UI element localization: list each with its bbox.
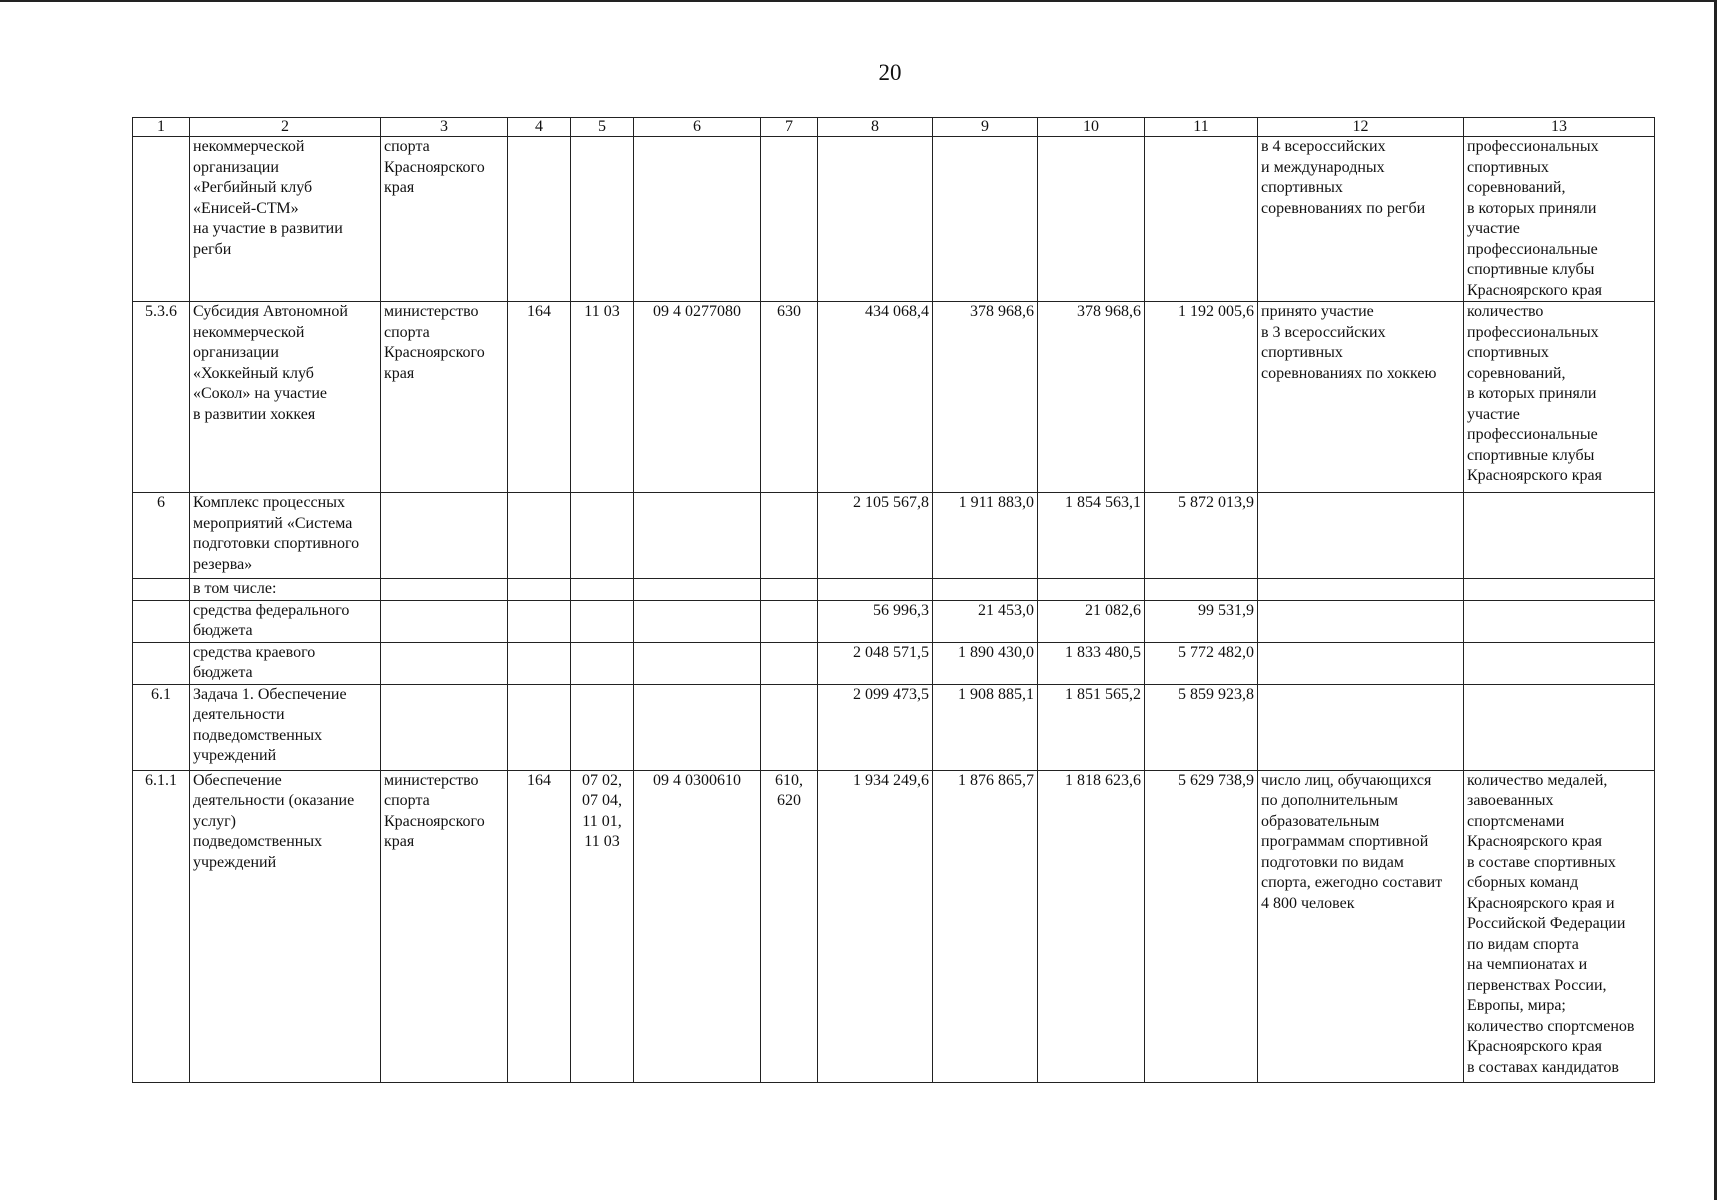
executor-cell [381,684,508,770]
year2-amount-cell [933,579,1038,601]
table-row [133,579,1655,601]
year3-amount-cell: 378 968,6 [1038,302,1145,493]
year1-amount-cell: 2 048 571,5 [818,642,933,684]
section-cell: 07 02, 07 04, 11 01, 11 03 [571,770,634,1082]
row-number-cell: 6.1.1 [133,770,190,1082]
year2-amount-cell: 1 911 883,0 [933,493,1038,579]
table-row [133,493,1655,579]
activity-name-cell: Комплекс процессных мероприятий «Система подготовки спортивного резерва» [190,493,381,579]
column-header: 10 [1038,118,1145,137]
target-article-cell [634,684,761,770]
year2-amount-cell [933,137,1038,302]
column-header: 7 [761,118,818,137]
scan-edge-top [0,0,1717,2]
table-row [133,642,1655,684]
grbs-cell [508,642,571,684]
row-number-cell [133,642,190,684]
total-amount-cell: 99 531,9 [1145,600,1258,642]
grbs-cell [508,579,571,601]
row-number-cell [133,600,190,642]
indicator-cell [1464,684,1655,770]
year3-amount-cell: 1 851 565,2 [1038,684,1145,770]
row-number-cell: 6 [133,493,190,579]
year3-amount-cell: 1 854 563,1 [1038,493,1145,579]
year2-amount-cell: 1 876 865,7 [933,770,1038,1082]
table-row [133,684,1655,770]
total-amount-cell: 5 772 482,0 [1145,642,1258,684]
grbs-cell: 164 [508,770,571,1082]
expected-result-cell: число лиц, обучающихся по дополнительным образовательным программам спортивной подготовки по видам спорта, ежегодно составит 4 800 человек [1258,770,1464,1082]
indicator-cell [1464,642,1655,684]
executor-cell: министерство спорта Красноярского края [381,302,508,493]
target-article-cell [634,579,761,601]
row-number-cell: 5.3.6 [133,302,190,493]
column-header: 9 [933,118,1038,137]
year2-amount-cell: 1 908 885,1 [933,684,1038,770]
column-header: 1 [133,118,190,137]
indicator-cell [1464,600,1655,642]
section-cell: 11 03 [571,302,634,493]
indicator-cell [1464,493,1655,579]
activity-name-cell: средства краевого бюджета [190,642,381,684]
section-cell [571,600,634,642]
executor-cell [381,579,508,601]
expense-type-cell [761,600,818,642]
column-header: 12 [1258,118,1464,137]
activity-name-cell: средства федерального бюджета [190,600,381,642]
column-header: 2 [190,118,381,137]
total-amount-cell: 5 629 738,9 [1145,770,1258,1082]
expense-type-cell: 610, 620 [761,770,818,1082]
total-amount-cell: 1 192 005,6 [1145,302,1258,493]
total-amount-cell [1145,579,1258,601]
executor-cell [381,642,508,684]
section-cell [571,642,634,684]
year1-amount-cell: 2 105 567,8 [818,493,933,579]
target-article-cell [634,600,761,642]
activity-name-cell: Задача 1. Обеспечение деятельности подведомственных учреждений [190,684,381,770]
expected-result-cell [1258,642,1464,684]
expense-type-cell [761,642,818,684]
indicator-cell: количество профессиональных спортивных соревнований, в которых приняли участие профессиональные спортивные клубы Красноярского края [1464,302,1655,493]
expected-result-cell: принято участие в 3 всероссийских спортивных соревнованиях по хоккею [1258,302,1464,493]
column-header: 13 [1464,118,1655,137]
row-number-cell: 6.1 [133,684,190,770]
year2-amount-cell: 378 968,6 [933,302,1038,493]
table-row [133,137,1655,302]
column-header: 3 [381,118,508,137]
column-header: 6 [634,118,761,137]
column-header: 5 [571,118,634,137]
grbs-cell [508,493,571,579]
table-row [133,600,1655,642]
expense-type-cell [761,579,818,601]
target-article-cell [634,493,761,579]
grbs-cell [508,137,571,302]
expense-type-cell [761,493,818,579]
year2-amount-cell: 1 890 430,0 [933,642,1038,684]
indicator-cell: профессиональных спортивных соревнований, в которых приняли участие профессиональные спортивные клубы Красноярского края [1464,137,1655,302]
expense-type-cell: 630 [761,302,818,493]
target-article-cell: 09 4 0300610 [634,770,761,1082]
activity-name-cell: в том числе: [190,579,381,601]
column-header: 11 [1145,118,1258,137]
section-cell [571,579,634,601]
executor-cell [381,493,508,579]
year1-amount-cell: 1 934 249,6 [818,770,933,1082]
expected-result-cell: в 4 всероссийских и международных спортивных соревнованиях по регби [1258,137,1464,302]
executor-cell [381,600,508,642]
grbs-cell [508,600,571,642]
expected-result-cell [1258,579,1464,601]
target-article-cell [634,642,761,684]
target-article-cell [634,137,761,302]
expected-result-cell [1258,684,1464,770]
row-number-cell [133,579,190,601]
activity-name-cell: Обеспечение деятельности (оказание услуг) подведомственных учреждений [190,770,381,1082]
table-row [133,770,1655,1082]
column-header: 8 [818,118,933,137]
section-cell [571,493,634,579]
page-number: 20 [878,60,902,85]
grbs-cell [508,684,571,770]
grbs-cell: 164 [508,302,571,493]
program-table [132,117,1655,1083]
table-row [133,302,1655,493]
expected-result-cell [1258,493,1464,579]
activity-name-cell: некоммерческой организации «Регбийный клуб «Енисей-СТМ» на участие в развитии регби [190,137,381,302]
year1-amount-cell [818,137,933,302]
total-amount-cell: 5 859 923,8 [1145,684,1258,770]
expense-type-cell [761,684,818,770]
header-row [133,118,1655,137]
year3-amount-cell [1038,579,1145,601]
year1-amount-cell: 2 099 473,5 [818,684,933,770]
year3-amount-cell: 1 833 480,5 [1038,642,1145,684]
indicator-cell [1464,579,1655,601]
total-amount-cell: 5 872 013,9 [1145,493,1258,579]
section-cell [571,684,634,770]
activity-name-cell: Субсидия Автономной некоммерческой организации «Хоккейный клуб «Сокол» на участие в развитии хоккея [190,302,381,493]
row-number-cell [133,137,190,302]
year3-amount-cell: 21 082,6 [1038,600,1145,642]
column-header: 4 [508,118,571,137]
expense-type-cell [761,137,818,302]
year2-amount-cell: 21 453,0 [933,600,1038,642]
year1-amount-cell: 56 996,3 [818,600,933,642]
year3-amount-cell [1038,137,1145,302]
target-article-cell: 09 4 0277080 [634,302,761,493]
expected-result-cell [1258,600,1464,642]
section-cell [571,137,634,302]
year3-amount-cell: 1 818 623,6 [1038,770,1145,1082]
year1-amount-cell: 434 068,4 [818,302,933,493]
executor-cell: спорта Красноярского края [381,137,508,302]
total-amount-cell [1145,137,1258,302]
indicator-cell: количество медалей, завоеванных спортсменами Красноярского края в составе спортивных сборных команд Красноярского края и Российской Федерации по видам спорта на чемпионатах и первенствах России, Европы, мира; количество спортсменов Красноярского края в составах кандидатов [1464,770,1655,1082]
executor-cell: министерство спорта Красноярского края [381,770,508,1082]
year1-amount-cell [818,579,933,601]
